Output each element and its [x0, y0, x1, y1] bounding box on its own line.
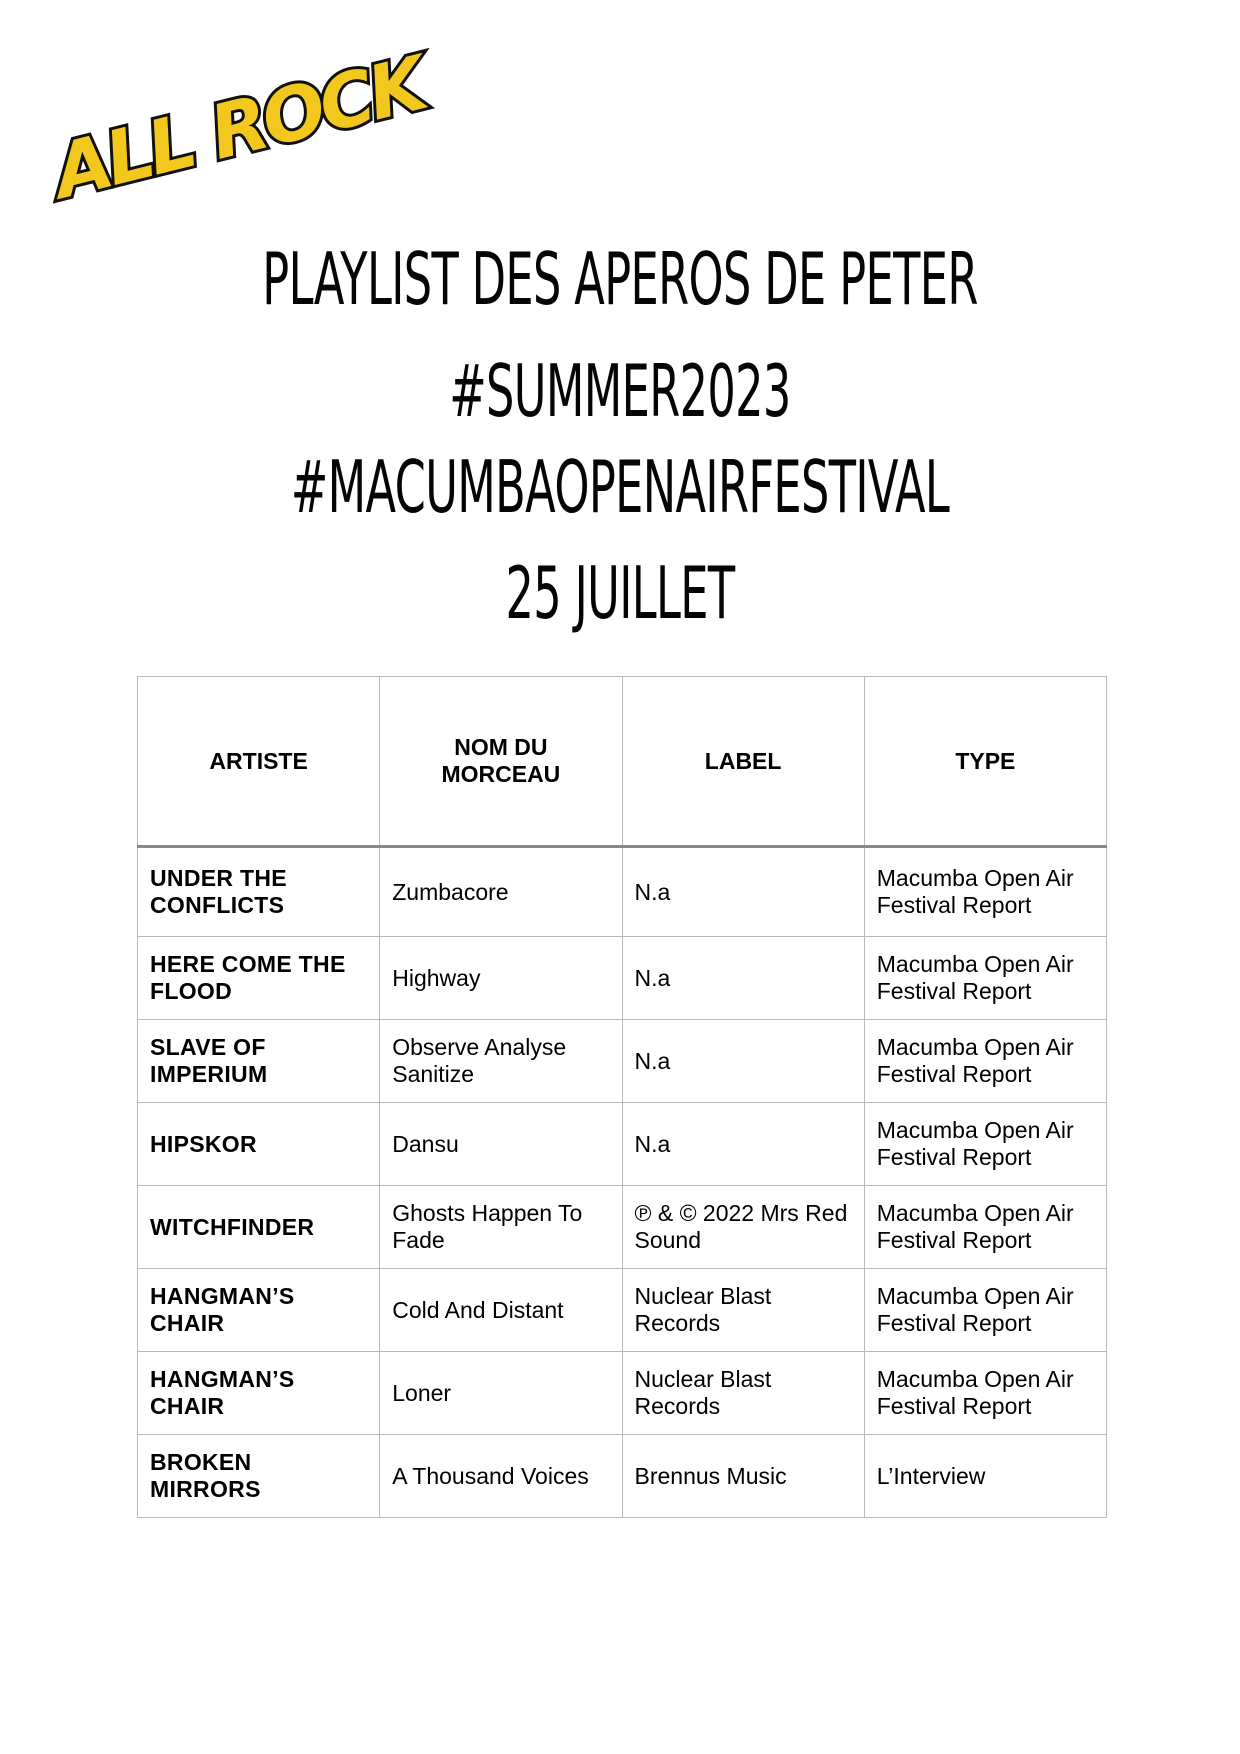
type-cell: Macumba Open Air Festival Report: [864, 847, 1106, 937]
type-cell: Macumba Open Air Festival Report: [864, 1269, 1106, 1352]
track-cell: Ghosts Happen To Fade: [380, 1186, 622, 1269]
svg-text:ALL ROCK: ALL ROCK: [45, 41, 432, 216]
table-row: [138, 1435, 1107, 1518]
festival-hashtag: #MACUMBAOPENAIRFESTIVAL: [290, 445, 950, 529]
artist-cell: UNDER THE CONFLICTS: [138, 847, 380, 937]
table-row: [138, 1269, 1107, 1352]
track-cell: Highway: [380, 937, 622, 1020]
header-artist: ARTISTE: [138, 677, 380, 847]
type-cell: Macumba Open Air Festival Report: [864, 1186, 1106, 1269]
type-cell: Macumba Open Air Festival Report: [864, 937, 1106, 1020]
header-label: LABEL: [622, 677, 864, 847]
track-cell: Zumbacore: [380, 847, 622, 937]
label-cell: ℗ & © 2022 Mrs Red Sound: [622, 1186, 864, 1269]
header-type: TYPE: [864, 677, 1106, 847]
header-track-text: NOM DU MORCEAU: [441, 734, 561, 787]
label-cell: N.a: [622, 937, 864, 1020]
label-cell: N.a: [622, 1020, 864, 1103]
type-cell: Macumba Open Air Festival Report: [864, 1103, 1106, 1186]
table-row: [138, 1186, 1107, 1269]
playlist-table: [137, 676, 1107, 1518]
track-cell: Observe Analyse Sanitize: [380, 1020, 622, 1103]
summer-hashtag: #SUMMER2023: [449, 349, 791, 433]
label-cell: Nuclear Blast Records: [622, 1352, 864, 1435]
type-cell: Macumba Open Air Festival Report: [864, 1020, 1106, 1103]
label-cell: N.a: [622, 1103, 864, 1186]
playlist-title: PLAYLIST DES APEROS DE PETER: [262, 237, 978, 321]
artist-cell: HIPSKOR: [138, 1103, 380, 1186]
artist-cell: HANGMAN’S CHAIR: [138, 1269, 380, 1352]
table-row: [138, 1352, 1107, 1435]
table-row: [138, 1103, 1107, 1186]
artist-cell: SLAVE OF IMPERIUM: [138, 1020, 380, 1103]
label-cell: Nuclear Blast Records: [622, 1269, 864, 1352]
track-cell: Cold And Distant: [380, 1269, 622, 1352]
artist-cell: HANGMAN’S CHAIR: [138, 1352, 380, 1435]
playlist-date: 25 JUILLET: [505, 551, 735, 635]
table-header-row: [138, 677, 1107, 847]
artist-cell: WITCHFINDER: [138, 1186, 380, 1269]
playlist-title-block: [0, 235, 1240, 637]
all-rock-logo: [36, 41, 432, 216]
track-cell: A Thousand Voices: [380, 1435, 622, 1518]
track-cell: Loner: [380, 1352, 622, 1435]
label-cell: Brennus Music: [622, 1435, 864, 1518]
table-row: [138, 1020, 1107, 1103]
type-cell: Macumba Open Air Festival Report: [864, 1352, 1106, 1435]
artist-cell: HERE COME THE FLOOD: [138, 937, 380, 1020]
type-cell: L’Interview: [864, 1435, 1106, 1518]
table-row: [138, 847, 1107, 937]
track-cell: Dansu: [380, 1103, 622, 1186]
label-cell: N.a: [622, 847, 864, 937]
table-row: [138, 937, 1107, 1020]
header-track: [380, 677, 622, 847]
artist-cell: BROKEN MIRRORS: [138, 1435, 380, 1518]
